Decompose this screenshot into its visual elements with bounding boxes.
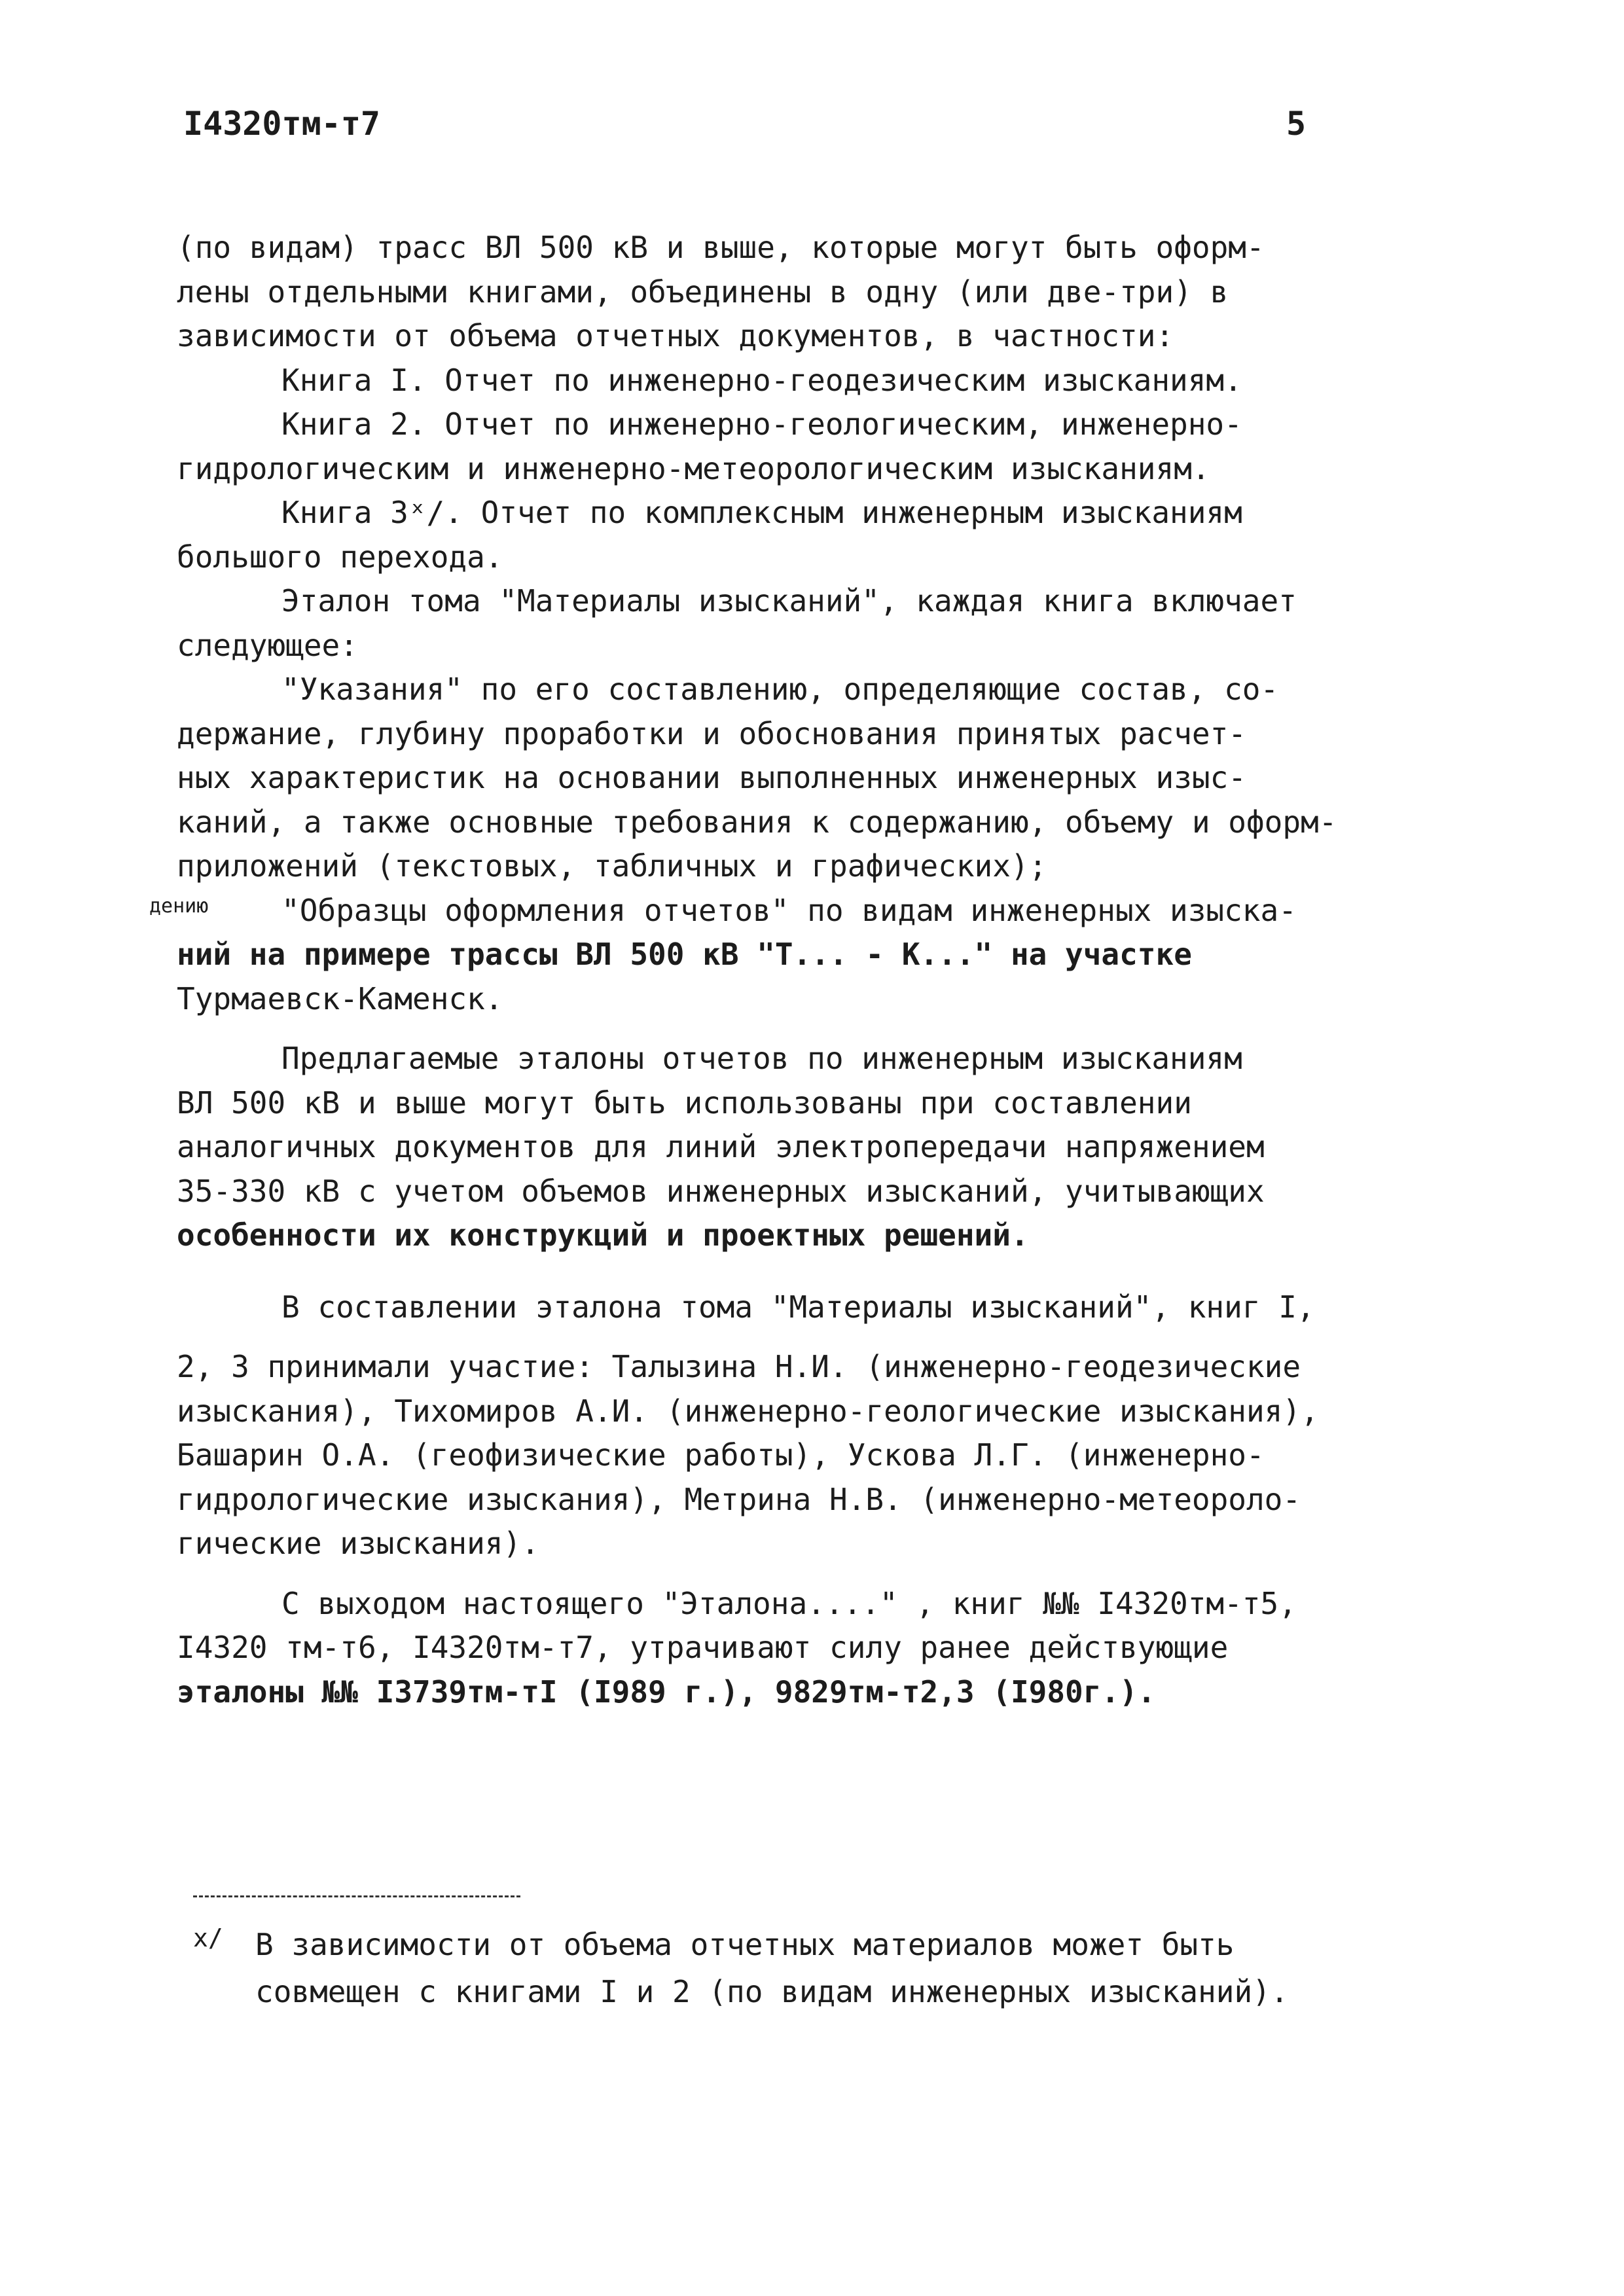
text-line: большого перехода. xyxy=(177,539,503,575)
text-line: каний, а также основные требования к содержанию, объему и оформ- xyxy=(177,804,1337,840)
footnote xyxy=(193,1921,1470,2015)
text-line: "Образцы оформления отчетов" по видам инженерных изыска- xyxy=(281,892,1297,928)
text-line: следующее: xyxy=(177,627,358,663)
text-line: Турмаевск-Каменск. xyxy=(177,980,503,1016)
footnote-divider xyxy=(193,1895,520,1897)
document-number: I4320тм-т7 xyxy=(183,105,381,143)
text-line: 2, 3 принимали участие: Талызина Н.И. (инженерно-геодезические xyxy=(177,1349,1301,1384)
text-line: Эталон тома "Материалы изысканий", каждая книга включает xyxy=(281,583,1297,619)
text-line: 35-330 кВ с учетом объемов инженерных изысканий, учитывающих xyxy=(177,1173,1265,1209)
text-line: гидрологические изыскания), Метрина Н.В. (инженерно-метеороло- xyxy=(177,1481,1301,1517)
text-line: Предлагаемые эталоны отчетов по инженерным изысканиям xyxy=(281,1041,1242,1076)
body-text xyxy=(177,226,1473,1714)
footnote-line: совмещен с книгами I и 2 (по видам инженерных изысканий). xyxy=(255,1974,1289,2009)
text-line: гидрологическим и инженерно-метеорологическим изысканиям. xyxy=(177,450,1210,486)
text-line: ных характеристик на основании выполненных инженерных изыс- xyxy=(177,760,1246,795)
text-line: I4320 тм-т6, I4320тм-т7, утрачивают силу ранее действующие xyxy=(177,1630,1229,1665)
footnote-line: В зависимости от объема отчетных материалов может быть xyxy=(255,1927,1235,1962)
page-number: 5 xyxy=(1286,105,1307,143)
text-line: эталоны №№ I3739тм-тI (I989 г.), 9829тм-т2,3 (I980г.). xyxy=(177,1674,1156,1710)
text-line: (по видам) трасс ВЛ 500 кВ и выше, которые могут быть оформ- xyxy=(177,230,1265,265)
text-line: изыскания), Тихомиров А.И. (инженерно-геологические изыскания), xyxy=(177,1393,1319,1429)
text-line: Книга 3ˣ/. Отчет по комплексным инженерным изысканиям xyxy=(281,495,1242,530)
text-line: "Указания" по его составлению, определяющие состав, со- xyxy=(281,672,1279,707)
text-line: особенности их конструкций и проектных решений. xyxy=(177,1217,1029,1253)
text-line: зависимости от объема отчетных документов, в частности: xyxy=(177,318,1174,353)
text-line: держание, глубину проработки и обоснования принятых расчет- xyxy=(177,715,1246,751)
text-line: Башарин О.А. (геофизические работы), Ускова Л.Г. (инженерно- xyxy=(177,1437,1265,1473)
text-line: Книга 2. Отчет по инженерно-геологическим, инженерно- xyxy=(281,406,1242,442)
text-line: аналогичных документов для линий электропередачи напряжением xyxy=(177,1129,1265,1164)
text-line: ний на примере трассы ВЛ 500 кВ "Т... - К..." на участке xyxy=(177,937,1192,972)
text-line: ВЛ 500 кВ и выше могут быть использованы при составлении xyxy=(177,1085,1192,1121)
text-line: Книга I. Отчет по инженерно-геодезическим изысканиям. xyxy=(281,362,1242,398)
text-line: гические изыскания). xyxy=(177,1526,539,1561)
text-line: В составлении эталона тома "Материалы изысканий", книг I, xyxy=(281,1289,1315,1325)
text-line: приложений (текстовых, табличных и графических); xyxy=(177,848,1047,884)
margin-note: дению xyxy=(149,895,209,918)
footnote-marker: х/ xyxy=(193,1924,223,1952)
text-line: С выходом настоящего "Эталона...." , книг №№ I4320тм-т5, xyxy=(281,1585,1297,1621)
text-line: лены отдельными книгами, объединены в одну (или две-три) в xyxy=(177,274,1229,310)
